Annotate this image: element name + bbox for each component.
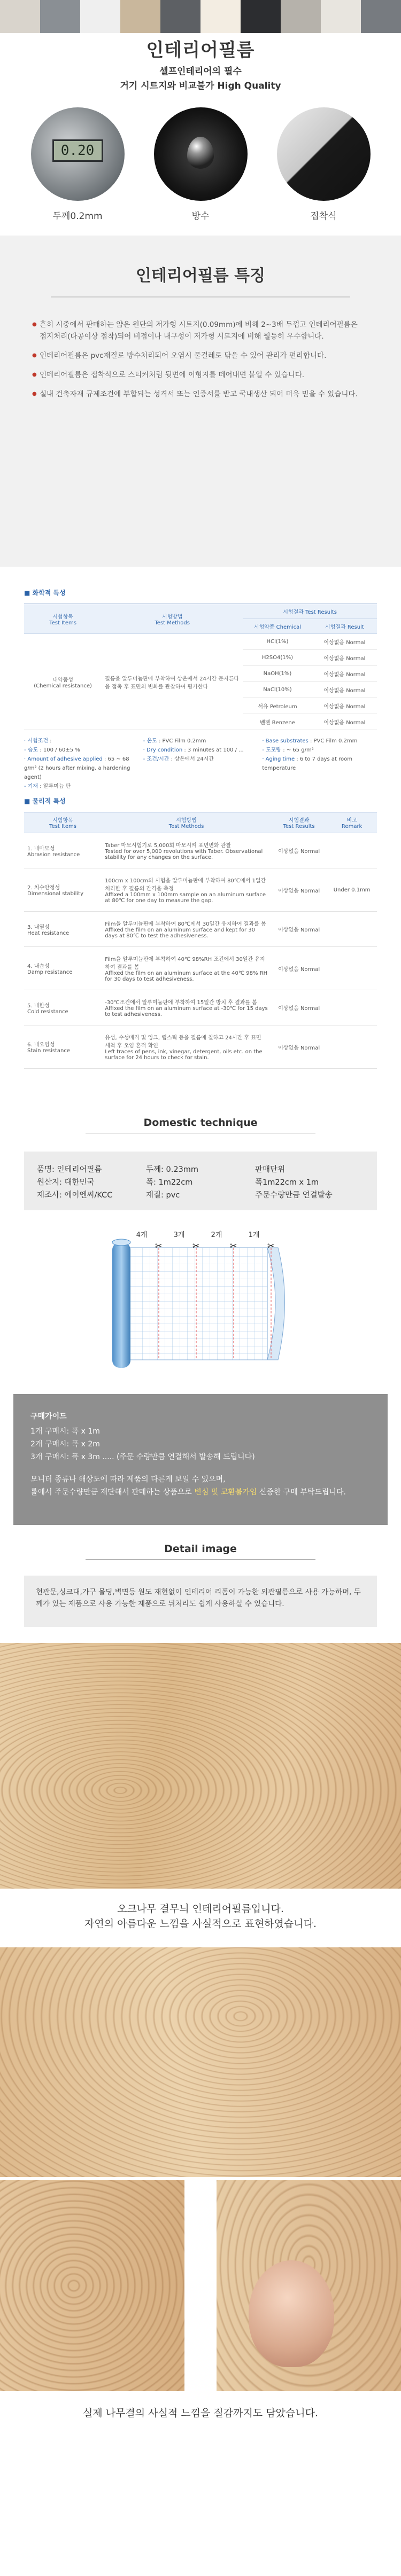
- table-row: [24, 947, 377, 990]
- condition-key: · Dry condition: [143, 747, 183, 753]
- test-result: 이상없음 Normal: [271, 868, 327, 912]
- test-item: 5. 내한성 Cold resistance: [24, 990, 102, 1025]
- feature-item: ● 인테리어필름은 접착식으로 스티커처럼 뒷면에 이형지를 떼어내면 붙일 수 있습니다.: [32, 369, 364, 381]
- col-header: 시험항목 Test Items: [24, 812, 102, 833]
- info-line: 재질: pvc: [146, 1191, 180, 1200]
- condition-item: - 습도 : 100 / 60±5 %: [24, 747, 80, 753]
- water-drop-icon: [154, 107, 248, 201]
- table-row: [24, 990, 377, 1025]
- buy-note-text: 롤에서 주문수량만큼 재단해서 판매하는 상품으로: [30, 1488, 195, 1497]
- scissors-icon: ✂: [267, 1241, 275, 1251]
- sample-swatch: [321, 0, 361, 33]
- chemical-name: 석유 Petroleum: [243, 698, 312, 714]
- col-header: 시험결과 Test Results: [243, 604, 377, 619]
- caption-line-1: 오크나무 결무늬 인테리어필름입니다.: [117, 1903, 284, 1915]
- chemical-name: HCl(1%): [243, 634, 312, 650]
- condition-item: - 온도 : PVC Film 0.2mm: [143, 738, 206, 744]
- condition-item: · Dry condition : 3 minutes at 100 / ...: [143, 747, 244, 753]
- chemical-result: 이상없음 Normal: [312, 650, 377, 666]
- chemical-result: 이상없음 Normal: [312, 714, 377, 730]
- page-title: 인테리어필름: [146, 40, 255, 61]
- detail-note-box: 현관문,싱크대,가구 몰딩,벽면등 원도 재현없이 인테리어 리폼이 가능한 외관필름으로 사용 가능하며, 두께가 있는 제품으로 사용 가능한 제품으로 뒤처리도 쉽게 사용하실 수 있습니다.: [24, 1576, 377, 1627]
- test-remark: [327, 1025, 377, 1069]
- buy-line: 3개 구매시: 폭 x 3m ..... (주문 수량만큼 연결해서 발송해 드립니다): [30, 1453, 255, 1461]
- condition-value: 6 to 7 days at room temperature: [262, 756, 353, 771]
- test-item: 4. 내습성 Damp resistance: [24, 947, 102, 990]
- test-result: 이상없음 Normal: [271, 1025, 327, 1069]
- col-header: 시험방법 Test Methods: [102, 812, 271, 833]
- test-method: 유성, 수성매직 및 잉크, 립스틱 등을 필름에 칠하고 24시간 후 표면 세척 후 오염 흔적 확인 Left traces of pens, ink, vinegar, detergent, oils etc. on the surface for 24 hours to check for stain.: [102, 1025, 271, 1069]
- cut-label: 1개: [248, 1231, 260, 1239]
- test-method: 100cm x 100cm의 시험을 알루미늄판에 부착하여 80℃에서 1일간 처리한 후 필름의 간격을 측정 Affixed a 100mm x 100mm sample on an aluminum surface at 80℃ for one day to measure the gap.: [102, 868, 271, 912]
- sample-swatch: [80, 0, 120, 33]
- buy-note-1: 모니터 종류나 해상도에 따라 제품의 다른게 보일 수 있으며,: [30, 1475, 226, 1484]
- test-item: 6. 내오염성 Stain resistance: [24, 1025, 102, 1069]
- info-line: 제조사: 에이엔씨/KCC: [37, 1191, 113, 1200]
- sub-header: 시험결과 Result: [312, 619, 377, 634]
- chemical-result: 이상없음 Normal: [312, 682, 377, 698]
- info-line: 폭1m22cm x 1m: [255, 1178, 319, 1187]
- circle-waterproof: [150, 107, 251, 225]
- table-row: [24, 868, 377, 912]
- test-item: 1. 내마모성 Abrasion resistance: [24, 833, 102, 868]
- physical-heading: ■ 물리적 특성: [24, 796, 377, 805]
- condition-item: · Amount of adhesive applied : 65 ~ 68 g/m² (2 hours after mixing, a hardening agent): [24, 756, 130, 780]
- info-line: 품명: 인테리어필름: [37, 1165, 102, 1174]
- product-info-box: [24, 1152, 377, 1210]
- info-line: 원산지: 대한민국: [37, 1178, 95, 1187]
- sample-swatch: [281, 0, 321, 33]
- test-remark: [327, 912, 377, 947]
- table-row: [24, 1025, 377, 1069]
- hero-sample-strip: [0, 0, 401, 33]
- physical-spec-section: [0, 791, 401, 1111]
- chemical-name: 벤젠 Benzene: [243, 714, 312, 730]
- domestic-title: Domestic technique: [143, 1117, 258, 1129]
- condition-key: · Base substrates: [262, 738, 309, 744]
- peel-sheet-icon: [277, 107, 371, 201]
- scissors-icon: ✂: [192, 1241, 200, 1251]
- table-row: [24, 634, 377, 650]
- chemical-spec-section: [0, 567, 401, 791]
- sub-header: 시험약품 Chemical: [243, 619, 312, 634]
- cut-label: 4개: [136, 1231, 148, 1239]
- sample-swatch: [200, 0, 241, 33]
- condition-value: 상온에서 24시간: [174, 756, 214, 762]
- col-header: 시험결과 Test Results: [271, 812, 327, 833]
- buy-line: 1개 구매시: 폭 x 1m: [30, 1427, 100, 1436]
- test-result: 이상없음 Normal: [271, 912, 327, 947]
- chemical-result: 이상없음 Normal: [312, 698, 377, 714]
- buy-guide-title: 구매가이드: [30, 1412, 67, 1421]
- condition-key: - 도포량: [262, 747, 282, 753]
- wood-closeup-row: [0, 2180, 401, 2391]
- wood-grain-closeup: [0, 2180, 184, 2391]
- condition-value: PVC Film 0.2mm: [162, 738, 206, 744]
- cut-label: 3개: [173, 1231, 185, 1239]
- test-result: 이상없음 Normal: [271, 947, 327, 990]
- sample-swatch: [361, 0, 401, 33]
- test-remark: Under 0.1mm: [327, 868, 377, 912]
- chemical-name: NaCl(10%): [243, 682, 312, 698]
- film-roll: [112, 1242, 130, 1368]
- info-line: 폭: 1m22cm: [146, 1178, 193, 1187]
- hero-subtitle-2: 거기 시트지와 비교불가 High Quality: [120, 81, 281, 91]
- feature-item: ● 인테리어필름은 pvc재질로 방수처리되어 오염시 물걸레로 닦을 수 있어 관리가 편리합니다.: [32, 350, 364, 362]
- col-header: 시험방법 Test Methods: [102, 604, 243, 634]
- col-header: 비고 Remark: [327, 812, 377, 833]
- test-result: 이상없음 Normal: [271, 990, 327, 1025]
- domestic-section: [0, 1111, 401, 1210]
- sample-swatch: [120, 0, 160, 33]
- feature-item: ● 흔히 시중에서 판매하는 얇은 원단의 저가형 시트지(0.09mm)에 비해 2~3배 두껍고 인테리어필름은 접지처리(다공이상 접착)되어 비접이나 내구성이 저가형 시트지에 비해 월등히 우수합니다.: [32, 319, 364, 342]
- info-line: 주문수량만큼 연결발송: [255, 1191, 333, 1200]
- chemical-result: 이상없음 Normal: [312, 634, 377, 650]
- film-roll-illustration: [0, 1226, 401, 1387]
- test-remark: [327, 990, 377, 1025]
- scissors-icon: ✂: [230, 1241, 237, 1251]
- detail-title: Detail image: [164, 1543, 237, 1555]
- test-method: 필름을 알루미늄판에 부착하여 상온에서 24시간 문지른다음 접촉 후 표면의 변화를 관찰하여 평가한다: [102, 634, 243, 730]
- condition-value: 100 / 60±5 %: [43, 747, 80, 753]
- wood-roll-photo: [0, 1947, 401, 2177]
- test-method: Film을 알루미늄판에 부착하여 80℃에서 30일간 유지하여 결과를 봄 Affixed the film on an aluminum surface and kept for 30 days at 80℃ to test the adhesiveness.: [102, 912, 271, 947]
- test-remark: [327, 833, 377, 868]
- condition-item: - 도포량 : ~ 65 g/m²: [262, 747, 314, 753]
- cutting-diagram: [0, 1226, 401, 1387]
- condition-key: · Amount of adhesive applied: [24, 756, 103, 762]
- sheet-curl: [267, 1248, 285, 1360]
- condition-item: - 조건/시간 : 상온에서 24시간: [143, 756, 214, 762]
- hero-subtitle-1: 셀프인테리어의 필수: [159, 66, 242, 77]
- test-method: Taber 마모시험기로 5,000회 마모시켜 표면변화 관찰 Tested for over 5,000 revolutions with Taber. Observational stability for any changes on the surface.: [102, 833, 271, 868]
- test-result: 이상없음 Normal: [271, 833, 327, 868]
- test-conditions: [24, 737, 377, 791]
- test-item: 내약품성 (Chemical resistance): [24, 634, 102, 730]
- wood-footer-caption: 실제 나무결의 사실적 느낌을 질감까지도 담았습니다.: [82, 2407, 319, 2419]
- physical-table: [24, 812, 377, 1069]
- scissors-icon: ✂: [155, 1241, 163, 1251]
- info-col-2: [146, 1163, 255, 1199]
- wood-caption: [0, 1889, 401, 1947]
- caption-line-2: 자연의 아름다운 느낌을 사실적으로 표현하였습니다.: [84, 1918, 317, 1930]
- sample-swatch: [241, 0, 281, 33]
- thumb-image: [249, 2260, 334, 2367]
- chemical-result: 이상없음 Normal: [312, 666, 377, 682]
- test-item: 3. 내열성 Heat resistance: [24, 912, 102, 947]
- table-row: [24, 912, 377, 947]
- chemical-name: NaOH(1%): [243, 666, 312, 682]
- info-col-1: [37, 1163, 146, 1199]
- features-section: [0, 236, 401, 567]
- condition-key: · 시험조건: [24, 738, 48, 744]
- chemical-heading: ■ 화학적 특성: [24, 588, 377, 597]
- divider: [51, 296, 350, 297]
- divider: [86, 1559, 315, 1560]
- hero-title-block: [0, 33, 401, 91]
- test-item: 2. 치수안정성 Dimensional stability: [24, 868, 102, 912]
- drop-shape: [187, 137, 214, 169]
- sample-swatch: [160, 0, 200, 33]
- no-exchange-warning: 변심 및 교환불가임: [194, 1488, 257, 1497]
- info-line: 두께: 0.23mm: [146, 1165, 199, 1174]
- wood-texture-with-thumb: [217, 2180, 401, 2391]
- condition-key: - 기재: [24, 784, 38, 789]
- test-method: Film을 알루미늄판에 부착하여 40℃ 98%RH 조건에서 30일간 유지하여 결과를 봄 Affixed the film on an aluminum surface at the 40℃ 98% RH for 30 days to test adhesiveness.: [102, 947, 271, 990]
- condition-key: - 습도: [24, 747, 38, 753]
- features-title: 인테리어필름 특징: [135, 267, 266, 285]
- thickness-gauge-icon: [31, 107, 125, 201]
- chemical-name: H2SO4(1%): [243, 650, 312, 666]
- circle-label: 두께0.2mm: [52, 211, 103, 222]
- chemical-table: [24, 604, 377, 730]
- condition-item: · Base substrates : PVC Film 0.2mm: [262, 738, 358, 744]
- wood-grain-photo-1: [0, 1643, 401, 1889]
- test-method: -30℃조건에서 알루미늄판에 부착하여 15일간 방치 후 결과를 봄 Affixed the film on an aluminum surface at -30℃ for 15 days to test adhesiveness.: [102, 990, 271, 1025]
- condition-item: · 시험조건 :: [24, 738, 52, 744]
- buy-note-text: 신중한 구매 부탁드립니다.: [257, 1488, 346, 1497]
- info-col-3: [255, 1163, 364, 1199]
- buy-note-2: [30, 1486, 371, 1499]
- condition-item: - 기재 : 알루미늄 판: [24, 784, 71, 789]
- features-list: [0, 319, 401, 400]
- condition-key: - 온도: [143, 738, 157, 744]
- roll-top: [112, 1239, 130, 1246]
- condition-value: 3 minutes at 100 / ...: [187, 747, 244, 753]
- condition-key: - 조건/시간: [143, 756, 169, 762]
- cut-label: 2개: [211, 1231, 222, 1239]
- sample-swatch: [40, 0, 80, 33]
- circle-adhesive: [273, 107, 374, 225]
- table-row: [24, 833, 377, 868]
- circle-thickness: [27, 107, 128, 225]
- detail-section: [0, 1525, 401, 1627]
- condition-value: 65 ~ 68 g/m² (2 hours after mixing, a hardening agent): [24, 756, 130, 780]
- condition-value: 알루미늄 판: [43, 784, 71, 789]
- feature-circles: [0, 91, 401, 225]
- condition-key: · Aging time: [262, 756, 295, 762]
- condition-value: ~ 65 g/m²: [286, 747, 314, 753]
- sample-swatch: [0, 0, 40, 33]
- col-header: 시험항목 Test Items: [24, 604, 102, 634]
- info-line: 판매단위: [255, 1165, 286, 1174]
- test-remark: [327, 947, 377, 990]
- circle-label: 접착식: [310, 211, 337, 222]
- buy-guide-box: [13, 1394, 388, 1525]
- buy-line: 2개 구매시: 폭 x 2m: [30, 1440, 100, 1448]
- gauge-readout: 0.20: [52, 139, 103, 162]
- condition-item: · Aging time : 6 to 7 days at room temperature: [262, 756, 353, 771]
- circle-label: 방수: [191, 211, 210, 222]
- condition-value: PVC Film 0.2mm: [313, 738, 358, 744]
- feature-item: ● 실내 건축자재 규제조건에 부합되는 성격서 또는 인증서를 받고 국내생산 되어 더욱 믿을 수 있습니다.: [32, 388, 364, 400]
